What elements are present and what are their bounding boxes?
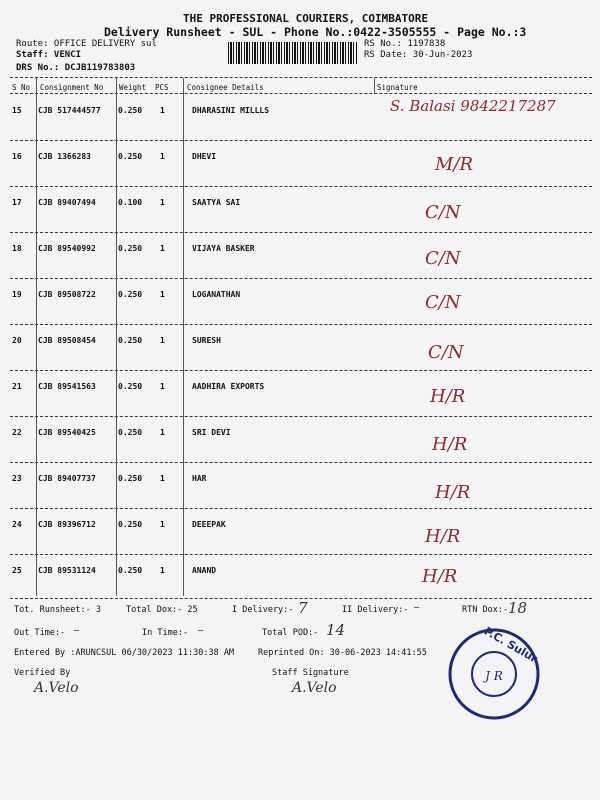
row-signature: C/N bbox=[425, 202, 461, 223]
row-signature: C/N bbox=[425, 248, 461, 269]
row-pcs: 1 bbox=[160, 336, 165, 345]
row-pcs: 1 bbox=[160, 106, 165, 115]
table-row bbox=[10, 554, 592, 600]
svg-text:J R: J R bbox=[485, 669, 503, 683]
col-divider bbox=[374, 78, 375, 94]
row-signature: H/R bbox=[432, 434, 468, 455]
row-sno: 22 bbox=[12, 428, 22, 437]
reprinted-on: Reprinted On: 30-06-2023 14:41:55 bbox=[258, 648, 427, 658]
table-row bbox=[10, 462, 592, 508]
row-weight: 0.250 bbox=[118, 336, 143, 345]
col-pcs: PCS bbox=[155, 83, 169, 92]
row-consignment: CJB 89540992 bbox=[38, 244, 96, 253]
row-consignment: CJB 89407737 bbox=[38, 474, 96, 483]
row-pcs: 1 bbox=[160, 152, 165, 161]
table-row bbox=[10, 94, 592, 140]
row-signature: H/R bbox=[430, 386, 466, 407]
in-time-label: In Time:- bbox=[142, 628, 189, 638]
total-pod-value: 14 bbox=[326, 621, 346, 639]
rtn-dox-value: 18 bbox=[508, 599, 528, 617]
row-pcs: 1 bbox=[160, 382, 165, 391]
col-signature: Signature bbox=[377, 83, 418, 92]
row-weight: 0.250 bbox=[118, 382, 143, 391]
row-consignment: CJB 1366283 bbox=[38, 152, 91, 161]
row-consignee: DHEVI bbox=[192, 152, 217, 161]
table-row bbox=[10, 508, 592, 554]
row-consignee: SAATYA SAI bbox=[192, 198, 241, 207]
row-consignee: HAR bbox=[192, 474, 207, 483]
entered-by: Entered By :ARUNCSUL 06/30/2023 11:30:38 AM bbox=[14, 648, 235, 658]
row-weight: 0.100 bbox=[118, 198, 143, 207]
row-sno: 15 bbox=[12, 106, 22, 115]
row-sno: 25 bbox=[12, 566, 22, 575]
tot-runsheet: Tot. Runsheet:- 3 bbox=[14, 605, 101, 615]
row-pcs: 1 bbox=[160, 520, 165, 529]
row-consignment: CJB 517444577 bbox=[38, 106, 101, 115]
col-sno: S No bbox=[12, 83, 31, 92]
row-weight: 0.250 bbox=[118, 244, 143, 253]
row-weight: 0.250 bbox=[118, 152, 143, 161]
rtn-dox-label: RTN Dox:- bbox=[462, 605, 509, 615]
row-signature: H/R bbox=[422, 566, 458, 587]
in-time-value: — bbox=[198, 626, 204, 636]
i-delivery-value: 7 bbox=[298, 599, 308, 617]
table-row bbox=[10, 370, 592, 416]
row-pcs: 1 bbox=[160, 244, 165, 253]
rs-number: RS No.: 1197838 bbox=[364, 39, 446, 49]
row-signature: S. Balasi 9842217287 bbox=[390, 97, 556, 115]
row-sno: 19 bbox=[12, 290, 22, 299]
row-pcs: 1 bbox=[160, 428, 165, 437]
rs-date: RS Date: 30-Jun-2023 bbox=[364, 50, 473, 60]
row-weight: 0.250 bbox=[118, 474, 143, 483]
staff-signature: A.Velo bbox=[292, 680, 337, 696]
col-consignee: Consignee Details bbox=[187, 83, 264, 92]
row-sno: 18 bbox=[12, 244, 22, 253]
row-sno: 24 bbox=[12, 520, 22, 529]
row-sno: 17 bbox=[12, 198, 22, 207]
row-consignee: SRI DEVI bbox=[192, 428, 231, 437]
row-weight: 0.250 bbox=[118, 428, 143, 437]
row-consignee: AADHIRA EXPORTS bbox=[192, 382, 265, 391]
row-consignee: DEEEPAK bbox=[192, 520, 226, 529]
row-sno: 21 bbox=[12, 382, 22, 391]
row-consignee: ANAND bbox=[192, 566, 217, 575]
row-pcs: 1 bbox=[160, 198, 165, 207]
row-sno: 16 bbox=[12, 152, 22, 161]
i-delivery-label: I Delivery:- bbox=[232, 605, 294, 615]
stamp-graphic bbox=[446, 626, 542, 722]
barcode bbox=[228, 42, 358, 64]
total-pod-label: Total POD:- bbox=[262, 628, 319, 638]
runsheet-title: Delivery Runsheet - SUL - Phone No.:0422-3505555 - Page No.:3 bbox=[104, 25, 527, 39]
row-consignee: LOGANATHAN bbox=[192, 290, 241, 299]
row-sno: 23 bbox=[12, 474, 22, 483]
row-consignee: VIJAYA BASKER bbox=[192, 244, 255, 253]
row-pcs: 1 bbox=[160, 474, 165, 483]
total-dox: Total Dox:- 25 bbox=[126, 605, 198, 615]
table-row bbox=[10, 416, 592, 462]
row-signature: C/N bbox=[428, 342, 464, 363]
row-pcs: 1 bbox=[160, 566, 165, 575]
stamp-text: P.C. Sulur bbox=[481, 626, 540, 666]
staff-signature-label: Staff Signature bbox=[272, 668, 349, 678]
drs-number: DRS No.: DCJB119783803 bbox=[16, 63, 136, 73]
row-consignment: CJB 89541563 bbox=[38, 382, 96, 391]
header-top-rule bbox=[10, 77, 592, 78]
row-sno: 20 bbox=[12, 336, 22, 345]
row-weight: 0.250 bbox=[118, 566, 143, 575]
row-signature: H/R bbox=[425, 526, 461, 547]
verified-signature: A.Velo bbox=[34, 680, 79, 696]
row-weight: 0.250 bbox=[118, 290, 143, 299]
row-weight: 0.250 bbox=[118, 520, 143, 529]
col-weight: Weight bbox=[119, 83, 147, 92]
row-consignment: CJB 89508722 bbox=[38, 290, 96, 299]
route-label: Route: OFFICE DELIVERY sul bbox=[16, 39, 157, 49]
table-row bbox=[10, 232, 592, 278]
row-consignee: SURESH bbox=[192, 336, 221, 345]
row-signature: M/R bbox=[435, 154, 474, 175]
out-time-label: Out Time:- bbox=[14, 628, 66, 638]
col-consignment: Consignment No bbox=[40, 83, 104, 92]
row-consignee: DHARASINI MILLLS bbox=[192, 106, 270, 115]
table-row bbox=[10, 278, 592, 324]
row-pcs: 1 bbox=[160, 290, 165, 299]
company-name: THE PROFESSIONAL COURIERS, COIMBATORE bbox=[183, 12, 429, 25]
ii-delivery-value: — bbox=[414, 603, 420, 613]
row-consignment: CJB 89407494 bbox=[38, 198, 96, 207]
row-consignment: CJB 89531124 bbox=[38, 566, 96, 575]
row-signature: C/N bbox=[425, 292, 461, 313]
ii-delivery-label: II Delivery:- bbox=[342, 605, 409, 615]
row-consignment: CJB 89508454 bbox=[38, 336, 96, 345]
table-row bbox=[10, 186, 592, 232]
row-signature: H/R bbox=[435, 482, 471, 503]
row-consignment: CJB 89540425 bbox=[38, 428, 96, 437]
table-row bbox=[10, 324, 592, 370]
out-time-value: — bbox=[74, 626, 80, 636]
staff-label: Staff: VENCI bbox=[16, 50, 82, 60]
table-row bbox=[10, 140, 592, 186]
verified-by-label: Verified By bbox=[14, 668, 71, 678]
row-weight: 0.250 bbox=[118, 106, 143, 115]
office-stamp bbox=[446, 626, 542, 722]
row-consignment: CJB 89396712 bbox=[38, 520, 96, 529]
